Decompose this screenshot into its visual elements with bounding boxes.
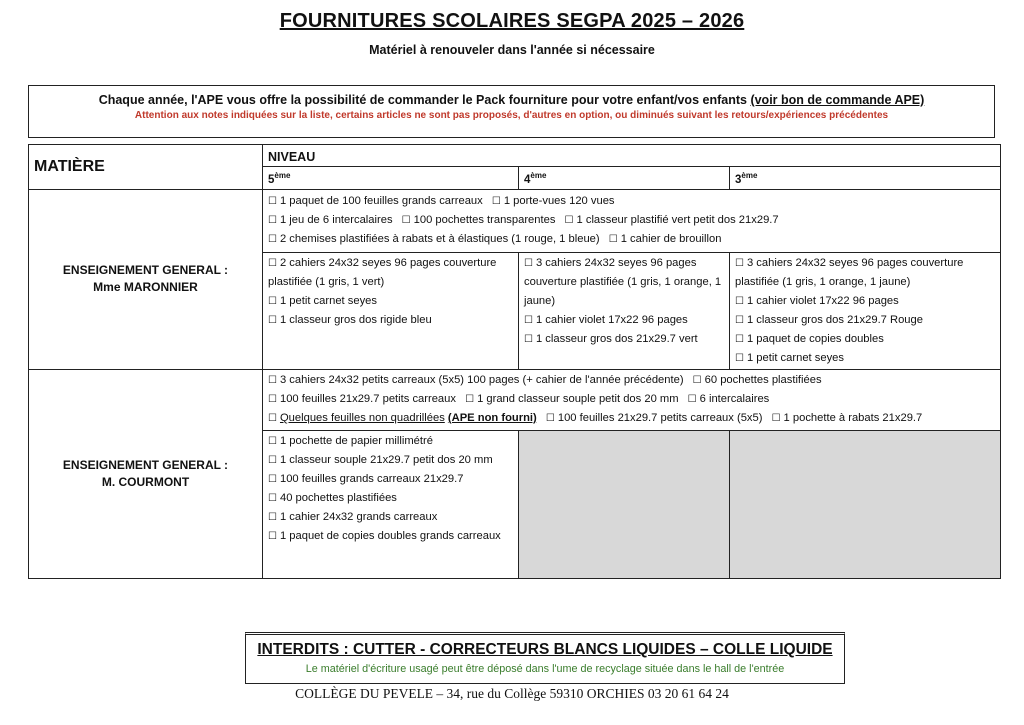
supplies-table <box>28 144 1001 579</box>
list-item: ☐ 1 classeur gros dos rigide bleu <box>268 313 432 326</box>
maronnier-grade-5 <box>263 252 519 369</box>
school-address: COLLÈGE DU PEVELE – 34, rue du Collège 59310 ORCHIES 03 20 61 64 24 <box>295 686 729 701</box>
list-item: ☐ 1 petit carnet seyes <box>268 294 377 307</box>
maronnier-grade-3 <box>730 252 1001 369</box>
list-item: ☐ 1 cahier 24x32 grands carreaux <box>268 510 438 523</box>
ape-notice-box <box>28 85 995 138</box>
list-item: ☐ 1 paquet de copies doubles grands carreaux <box>268 529 501 542</box>
list-item: ☐ 2 chemises plastifiées à rabats et à élastiques (1 rouge, 1 bleue) ☐ 1 cahier de brouillon <box>268 232 722 245</box>
niveau-header <box>263 145 1001 167</box>
grade-3-header: 3ème <box>730 167 1001 190</box>
grade-5-header: 5ème <box>263 167 519 190</box>
list-item: ☐ 1 classeur gros dos 21x29.7 Rouge <box>735 313 923 326</box>
page-subtitle: Matériel à renouveler dans l'année si nécessaire <box>369 43 655 57</box>
recycling-note: Le matériel d'écriture usagé peut être déposé dans l'ume de recyclage située dans le hall de l'entrée <box>305 663 785 675</box>
list-item: ☐ 1 pochette de papier millimétré <box>268 434 433 447</box>
list-item: ☐ 3 cahiers 24x32 petits carreaux (5x5) 100 pages (+ cahier de l'année précédente) ☐ 60 pochettes plastifiées <box>268 373 822 386</box>
list-item: ☐ 1 cahier violet 17x22 96 pages <box>524 313 688 326</box>
table-header-row <box>29 145 1001 167</box>
list-item: ☐ 3 cahiers 24x32 seyes 96 pages couverture plastifiée (1 gris, 1 orange, 1 jaune) <box>735 256 964 288</box>
maronnier-grade-4 <box>519 252 730 369</box>
list-item: ☐ 100 feuilles 21x29.7 petits carreaux ☐ 1 grand classeur souple petit dos 20 mm ☐ 6 intercalaires <box>268 392 770 405</box>
maronnier-common-row <box>29 189 1001 252</box>
courmont-common-row <box>29 369 1001 430</box>
ape-warning-note: Attention aux notes indiquées sur la liste, certains articles ne sont pas proposés, d'autres en option, ou diminués suivant les retours/expériences précédentes <box>134 110 889 121</box>
maronnier-common-items <box>263 189 1001 252</box>
list-item: ☐ 1 classeur souple 21x29.7 petit dos 20 mm <box>268 453 493 466</box>
list-item: ☐ 1 petit carnet seyes <box>735 351 844 364</box>
courmont-grade-4-empty <box>519 430 730 578</box>
niveau-label: NIVEAU <box>268 150 316 164</box>
subject-courmont: ENSEIGNEMENT GENERAL : M. COURMONT <box>29 369 263 578</box>
list-item: ☐ 1 classeur gros dos 21x29.7 vert <box>524 332 698 345</box>
list-item: ☐ 3 cahiers 24x32 seyes 96 pages couverture plastifiée (1 gris, 1 orange, 1 jaune) <box>524 256 722 307</box>
list-item: ☐ 1 paquet de 100 feuilles grands carreaux ☐ 1 porte-vues 120 vues <box>268 194 615 207</box>
list-item: ☐ 40 pochettes plastifiées <box>268 491 397 504</box>
ape-main-text <box>29 93 994 107</box>
subject-maronnier: ENSEIGNEMENT GENERAL : Mme MARONNIER <box>29 189 263 369</box>
courmont-grade-5 <box>263 430 519 578</box>
courmont-grade-3-empty <box>730 430 1001 578</box>
list-item: ☐ 1 jeu de 6 intercalaires ☐ 100 pochettes transparentes ☐ 1 classeur plastifié vert petit dos 21x29.7 <box>268 213 779 226</box>
ape-order-link: (voir bon de commande APE) <box>750 93 925 107</box>
grade-4-header: 4ème <box>519 167 730 190</box>
list-item: ☐ 1 paquet de copies doubles <box>735 332 884 345</box>
page-title: FOURNITURES SCOLAIRES SEGPA 2025 – 2026 <box>279 10 745 32</box>
matiere-header: MATIÈRE <box>29 145 263 190</box>
forbidden-items-text: INTERDITS : CUTTER - CORRECTEURS BLANCS LIQUIDES – COLLE LIQUIDE <box>257 641 833 658</box>
forbidden-notice-box <box>245 632 845 684</box>
list-item: ☐ 1 cahier violet 17x22 96 pages <box>735 294 899 307</box>
list-item: ☐ Quelques feuilles non quadrillées (APE non fourni) ☐ 100 feuilles 21x29.7 petits carreaux (5x5) ☐ 1 pochette à rabats 21x29.7 <box>268 411 923 424</box>
courmont-common-items <box>263 369 1001 430</box>
list-item: ☐ 100 feuilles grands carreaux 21x29.7 <box>268 472 464 485</box>
ape-main-label: Chaque année, l'APE vous offre la possibilité de commander le Pack fourniture pour votre enfant/vos enfants <box>98 93 747 107</box>
list-item: ☐ 2 cahiers 24x32 seyes 96 pages couverture plastifiée (1 gris, 1 vert) <box>268 256 497 288</box>
